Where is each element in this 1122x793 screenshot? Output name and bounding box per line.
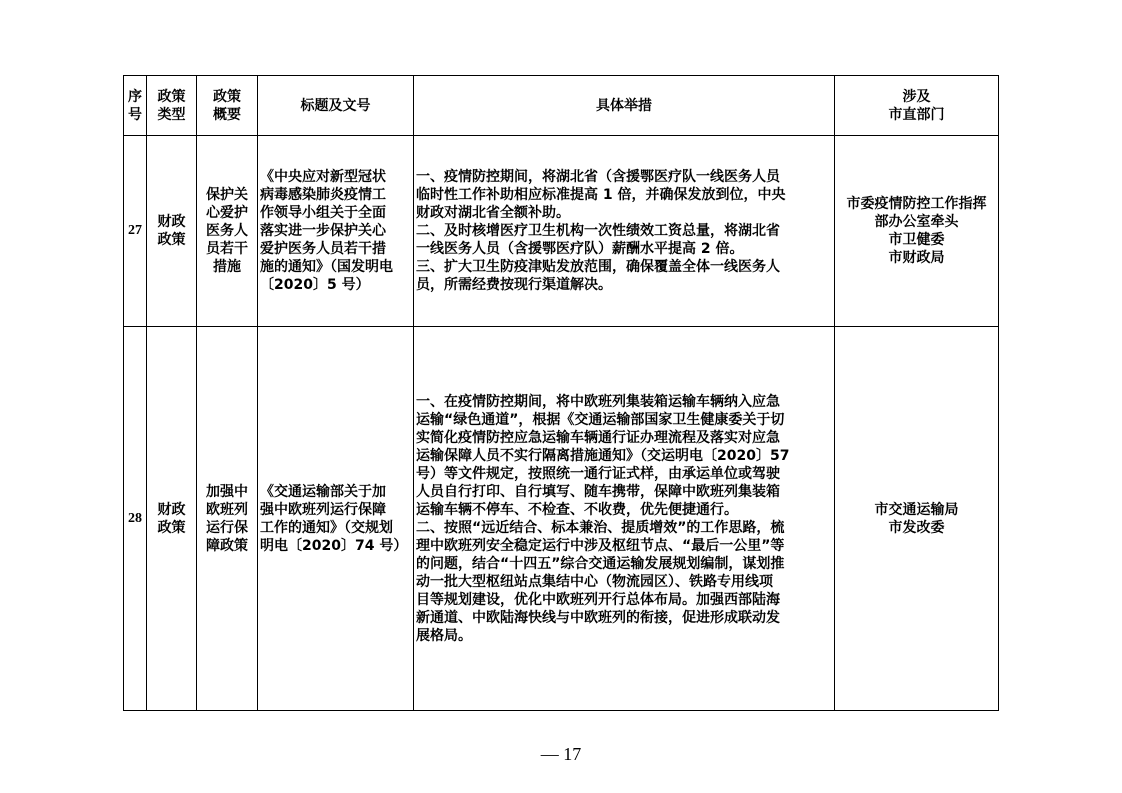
- table-row: [124, 136, 999, 327]
- row-number: 28: [124, 327, 147, 711]
- policy-title: 《交通运输部关于加 强中欧班列运行保障 工作的通知》（交规划 明电〔2020〕74 号）: [258, 327, 414, 711]
- header-departments: 涉及 市直部门: [835, 76, 999, 136]
- header-row: [124, 76, 999, 136]
- policy-title: 《中央应对新型冠状 病毒感染肺炎疫情工 作领导小组关于全面 落实进一步保护关心 爱护医务人员若干措 施的通知》（国发明电 〔2020〕5 号）: [258, 136, 414, 327]
- header-policy-type: 政策 类型: [147, 76, 197, 136]
- header-title-doc-no: 标题及文号: [258, 76, 414, 136]
- header-no: 序 号: [124, 76, 147, 136]
- policy-table: [123, 75, 999, 711]
- policy-measures: 一、在疫情防控期间，将中欧班列集装箱运输车辆纳入应急 运输“绿色通道”，根据《交通运输部国家卫生健康委关于切 实简化疫情防控应急运输车辆通行证办理流程及落实对应急 运输保障人员不实行隔离措施通知》（交运明电〔2020〕57 号）等文件规定，按照统一通行证式样，由承运单位或驾驶 人员自行打印、自行填写、随车携带，保障中欧班列集装箱 运输车辆不停车、不检查、不收费，优先便捷通行。 二、按照“远近结合、标本兼治、提质增效”的工作思路，梳 理中欧班列安全稳定运行中涉及枢纽节点、“最后一公里”等 的问题，结合“十四五”综合交通运输发展规划编制，谋划推 动一批大型枢纽站点集结中心（物流园区）、铁路专用线项 目等规划建设，优化中欧班列开行总体布局。加强西部陆海 新通道、中欧陆海快线与中欧班列的衔接，促进形成联动发 展格局。: [414, 327, 835, 711]
- row-number: 27: [124, 136, 147, 327]
- header-measures: 具体举措: [414, 76, 835, 136]
- departments: 市委疫情防控工作指挥 部办公室牵头 市卫健委 市财政局: [835, 136, 999, 327]
- policy-measures: 一、疫情防控期间，将湖北省（含援鄂医疗队一线医务人员 临时性工作补助相应标准提高 1 倍，并确保发放到位，中央 财政对湖北省全额补助。 二、及时核增医疗卫生机构一次性绩效工资总量，将湖北省 一线医务人员（含援鄂医疗队）薪酬水平提高 2 倍。 三、扩大卫生防疫津贴发放范围，确保覆盖全体一线医务人 员，所需经费按现行渠道解决。: [414, 136, 835, 327]
- header-policy-summary: 政策 概要: [197, 76, 258, 136]
- policy-type: 财政 政策: [147, 327, 197, 711]
- policy-type: 财政 政策: [147, 136, 197, 327]
- policy-summary: 加强中 欧班列 运行保 障政策: [197, 327, 258, 711]
- departments: 市交通运输局 市发改委: [835, 327, 999, 711]
- table-row: [124, 327, 999, 711]
- page-number: — 17: [540, 744, 582, 764]
- policy-summary: 保护关 心爱护 医务人 员若干 措施: [197, 136, 258, 327]
